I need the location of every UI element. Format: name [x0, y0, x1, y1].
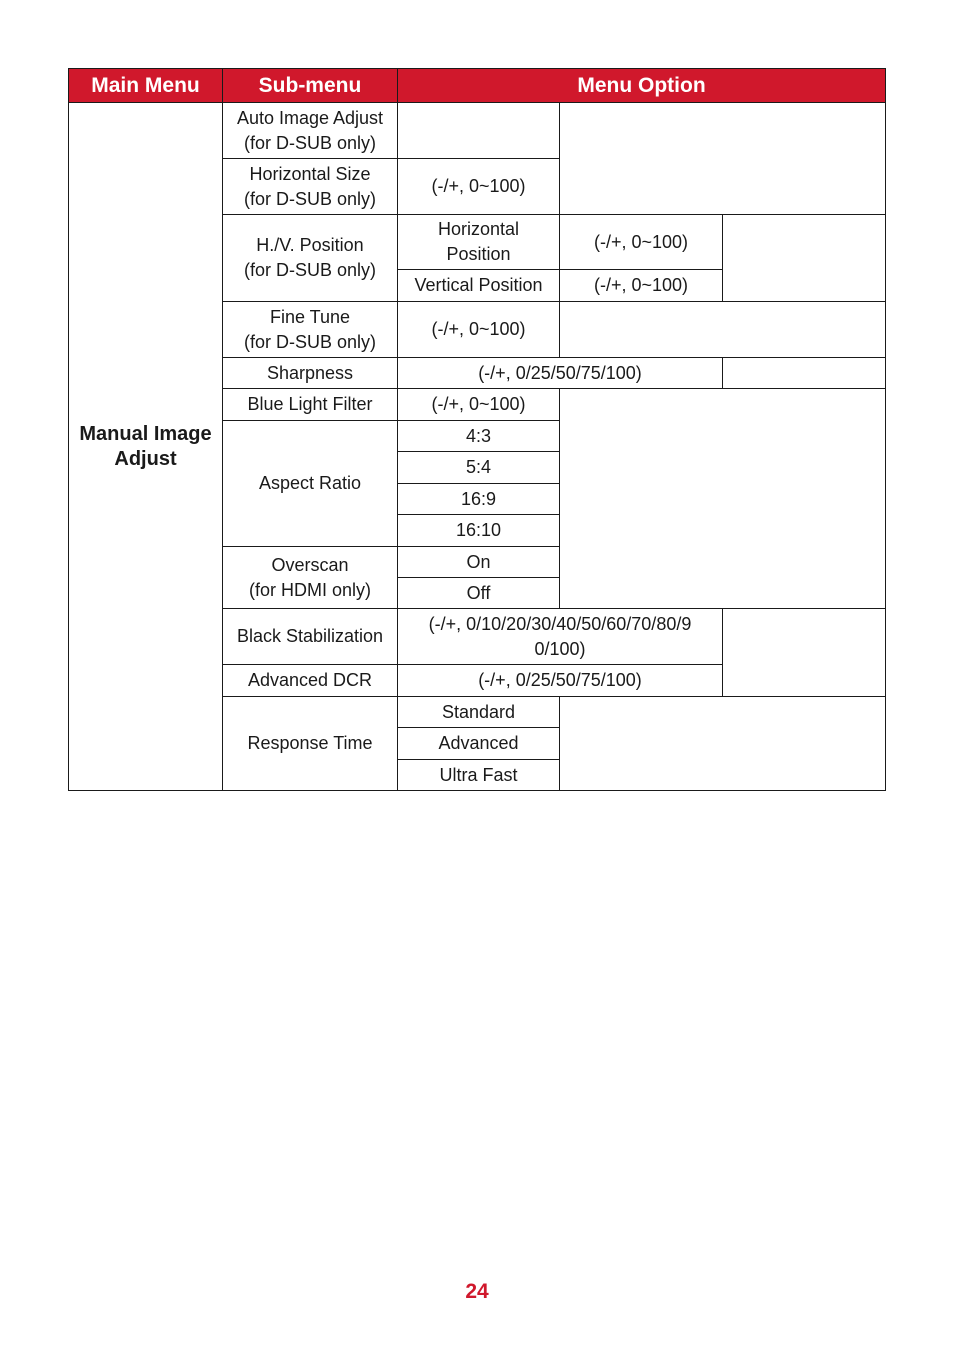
option-cell: (-/+, 0~100) — [398, 302, 560, 358]
empty-cell — [560, 302, 886, 358]
option-cell: (-/+, 0~100) — [560, 270, 723, 302]
empty-cell — [398, 103, 560, 159]
header-menu-option: Menu Option — [398, 69, 886, 103]
option-cell: 5:4 — [398, 452, 560, 484]
option-cell: (-/+, 0~100) — [560, 215, 723, 270]
table-row — [69, 103, 886, 159]
sub-menu-horizontal-size — [223, 159, 398, 215]
option-cell: 16:10 — [398, 515, 560, 547]
header-sub-menu: Sub-menu — [223, 69, 398, 103]
table-header-row — [69, 69, 886, 103]
option-label: 0/100) — [534, 638, 586, 659]
option-cell: 16:9 — [398, 484, 560, 515]
sub-menu-blue-light-filter: Blue Light Filter — [223, 389, 398, 421]
main-menu-cell — [69, 103, 223, 791]
sub-menu-sharpness: Sharpness — [223, 358, 398, 389]
sub-menu-auto-image-adjust — [223, 103, 398, 159]
sub-menu-label: H./V. Position — [256, 235, 364, 255]
option-cell: (-/+, 0/25/50/75/100) — [398, 665, 723, 697]
option-cell: (-/+, 0~100) — [398, 159, 560, 215]
sub-menu-note: (for D-SUB only) — [243, 188, 377, 209]
main-menu-label: Manual Image Adjust — [79, 422, 212, 470]
sub-menu-note: (for D-SUB only) — [243, 331, 377, 352]
option-cell: Off — [398, 578, 560, 609]
sub-menu-label: Auto Image Adjust — [236, 107, 384, 128]
sub-menu-overscan — [223, 547, 398, 609]
option-cell: Ultra Fast — [398, 760, 560, 791]
sub-menu-response-time: Response Time — [223, 697, 398, 791]
option-vertical-position: Vertical Position — [398, 270, 560, 302]
sub-menu-label: Overscan — [271, 554, 349, 575]
empty-cell — [723, 609, 886, 697]
option-label: Position — [446, 244, 511, 264]
sub-menu-label: Fine Tune — [269, 306, 351, 327]
option-cell: Standard — [398, 697, 560, 728]
sub-menu-note: (for D-SUB only) — [243, 260, 377, 280]
sub-menu-hv-position — [223, 215, 398, 302]
sub-menu-aspect-ratio: Aspect Ratio — [223, 421, 398, 547]
sub-menu-note: (for D-SUB only) — [243, 132, 377, 153]
option-cell: On — [398, 547, 560, 578]
option-cell: Advanced — [398, 728, 560, 760]
option-cell: (-/+, 0~100) — [398, 389, 560, 421]
option-horizontal-position — [398, 215, 560, 270]
option-cell — [398, 609, 723, 665]
sub-menu-black-stabilization: Black Stabilization — [223, 609, 398, 665]
empty-cell — [723, 358, 886, 389]
sub-menu-label: Horizontal Size — [249, 163, 371, 184]
header-main-menu: Main Menu — [69, 69, 223, 103]
menu-table — [68, 68, 886, 791]
empty-cell — [560, 389, 886, 609]
sub-menu-advanced-dcr: Advanced DCR — [223, 665, 398, 697]
sub-menu-fine-tune — [223, 302, 398, 358]
empty-cell — [560, 697, 886, 791]
sub-menu-note: (for HDMI only) — [248, 579, 371, 600]
option-cell: 4:3 — [398, 421, 560, 452]
option-label: (-/+, 0/10/20/30/40/50/60/70/80/9 — [428, 613, 692, 634]
option-label: Horizontal — [437, 219, 520, 239]
empty-cell — [560, 103, 886, 215]
empty-cell — [723, 215, 886, 302]
page-number: 24 — [465, 1280, 489, 1303]
option-cell: (-/+, 0/25/50/75/100) — [398, 358, 723, 389]
